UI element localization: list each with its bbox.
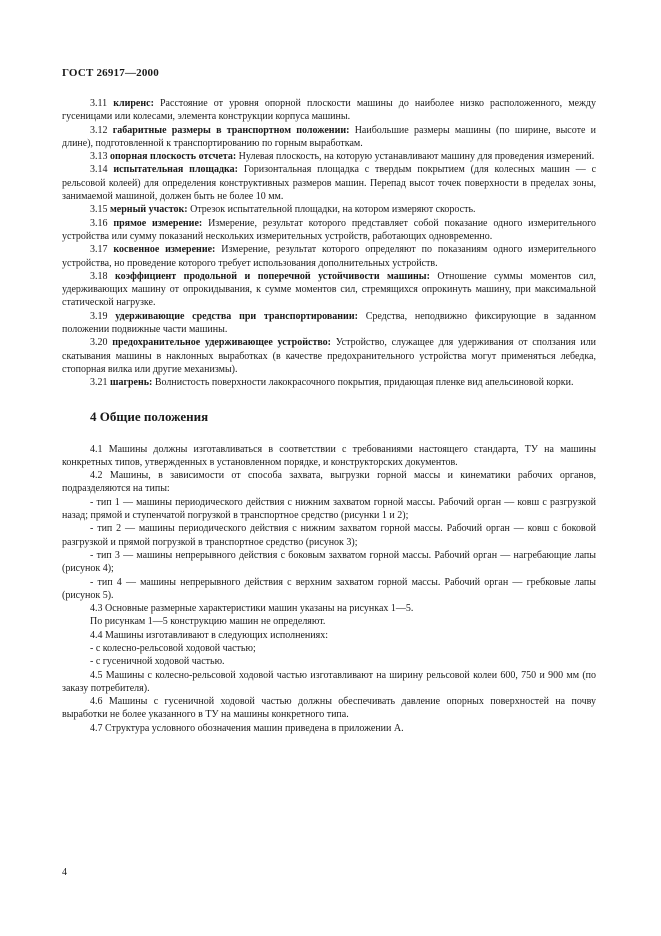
definition-term: предохранительное удерживающее устройство:	[112, 337, 332, 349]
paragraph-4-5: 4.5 Машины с колесно-рельсовой ходовой частью изготавливают на ширину рельсовой колеи 600, 750 и 900 мм (по заказу потребителя).	[62, 669, 596, 694]
paragraph-4-3-note: По рисункам 1—5 конструкцию машин не определяют.	[90, 616, 326, 628]
definition-3-14	[62, 163, 596, 203]
definition-3-11	[62, 97, 596, 124]
definition-term: прямое измерение:	[113, 217, 203, 229]
definitions-list	[62, 97, 596, 390]
list-item-wheel-rail: - с колесно-рельсовой ходовой частью;	[90, 642, 256, 654]
definition-number: 3.12	[90, 124, 108, 136]
definition-term: габаритные размеры в транспортном положении:	[112, 124, 350, 136]
definition-term: испытательная площадка:	[113, 164, 238, 176]
definition-term: клиренс:	[113, 98, 154, 109]
list-item-type-4: - тип 4 — машины непрерывного действия с верхним захватом горной массы. Рабочий орган — гребковые лапы (рисунок 5).	[62, 576, 596, 601]
definition-number: 3.16	[90, 217, 108, 229]
paragraph-4-6: 4.6 Машины с гусеничной ходовой частью должны обеспечивать давление опорных поверхностей на почву выработки не более указанного в ТУ на машины конкретного типа.	[62, 696, 596, 721]
definition-3-18	[62, 270, 596, 310]
definition-number: 3.13	[90, 151, 108, 163]
document-header: ГОСТ 26917—2000	[62, 67, 159, 79]
section-4-content	[62, 443, 596, 736]
paragraph-4-2: 4.2 Машины, в зависимости от способа захвата, выгрузки горной массы и кинематики рабочих органов, подразделяются на типы:	[62, 470, 596, 495]
definition-3-16	[62, 217, 596, 244]
definition-text: Отрезок испытательной площадки, на котором измеряют скорость.	[190, 204, 476, 216]
paragraph-4-7: 4.7 Структура условного обозначения машин приведена в приложении А.	[90, 722, 404, 734]
definition-number: 3.19	[90, 310, 108, 322]
paragraph-4-3: 4.3 Основные размерные характеристики машин указаны на рисунках 1—5.	[90, 603, 414, 615]
paragraph-4-4: 4.4 Машины изготавливают в следующих исполнениях:	[90, 629, 329, 641]
definition-text: Горизонтальная площадка с твердым покрытием (для колесных машин — с рельсовой колеей) для определения конструктивных размеров машин. Перепад высот точек поверхности в пределах зоны, занимаемой машиной, должен быть не более 10 мм.	[62, 164, 597, 203]
definition-text: Средства, неподвижно фиксирующие в заданном положении подвижные части машины.	[62, 310, 597, 336]
definition-term: мерный участок:	[110, 204, 188, 216]
definition-3-13	[62, 150, 596, 163]
definition-3-19	[62, 310, 596, 337]
definition-3-21	[62, 376, 596, 389]
list-item-type-2: - тип 2 — машины периодического действия с нижним захватом горной массы. Рабочий орган — ковш с боковой разгрузкой и прямой погрузкой в транспортное средство (рисунок 3);	[62, 523, 596, 548]
section-title: 4 Общие положения	[90, 408, 209, 424]
definition-3-17	[62, 243, 596, 270]
definition-text: Отношение суммы моментов сил, удерживающих машину от опрокидывания, к сумме моментов сил, стремящихся опрокинуть машину, при максимальной статической нагрузке.	[62, 270, 597, 309]
definition-3-15	[62, 203, 596, 216]
page-number: 4	[62, 867, 67, 878]
definition-text: Нулевая плоскость, на которую устанавливают машину для проведения измерений.	[238, 151, 595, 163]
definition-text: Измерение, результат которого представляет собой показание одного измерительного устройства или сумму показаний нескольких измерительных устройств, работающих одновременно.	[62, 217, 597, 242]
definition-text: Измерение, результат которого определяют по показаниям одного измерительного устройства, но проведение которого требует использования дополнительных устройств.	[62, 244, 597, 269]
definition-number: 3.20	[90, 337, 108, 349]
definition-number: 3.15	[90, 204, 108, 216]
definition-number: 3.21	[90, 377, 108, 389]
definition-term: косвенное измерение:	[113, 244, 216, 256]
definition-number: 3.18	[90, 270, 108, 282]
definition-term: шагрень:	[110, 377, 153, 389]
list-item-type-3: - тип 3 — машины непрерывного действия с боковым захватом горной массы. Рабочий орган — нагребающие лапы (рисунок 4);	[62, 549, 596, 575]
definition-number: 3.11	[90, 98, 108, 109]
definition-text: Наибольшие размеры машины (по ширине, высоте и длине), подготовленной к транспортированию по горным выработкам.	[62, 124, 597, 149]
definition-term: коэффициент продольной и поперечной устойчивости машины:	[114, 270, 430, 282]
definition-3-12	[62, 124, 596, 151]
list-item-type-1: - тип 1 — машины периодического действия с нижним захватом горной массы. Рабочий орган — ковш с разгрузкой назад; прямой и ступенчатой погрузкой в транспортное средство (рисунки 1 и 2);	[62, 496, 596, 522]
definition-text: Расстояние от уровня опорной плоскости машины до наиболее низко расположенного, между гусеницами или колесами, элемента конструкции корпуса машины.	[62, 98, 597, 123]
definition-term: удерживающие средства при транспортировании:	[115, 310, 358, 322]
definition-text: Волнистость поверхности лакокрасочного покрытия, придающая пленке вид апельсиновой корки.	[154, 377, 574, 389]
definition-number: 3.14	[90, 164, 108, 176]
document-body	[62, 97, 596, 735]
definition-number: 3.17	[90, 244, 108, 256]
paragraph-4-1: 4.1 Машины должны изготавливаться в соответствии с требованиями настоящего стандарта, ТУ на машины конкретных типов, утвержденных в установленном порядке, и конструкторских документов.	[62, 443, 596, 468]
definition-text: Устройство, служащее для удерживания от сползания или скатывания машины в наклонных выработках (в качестве предохранительного устройства могут применяться лебедка, стопорная вилка или другие механизмы).	[62, 337, 597, 375]
definition-3-20	[62, 336, 596, 376]
definition-term: опорная плоскость отсчета:	[110, 151, 237, 163]
list-item-crawler: - с гусеничной ходовой частью.	[90, 656, 225, 668]
